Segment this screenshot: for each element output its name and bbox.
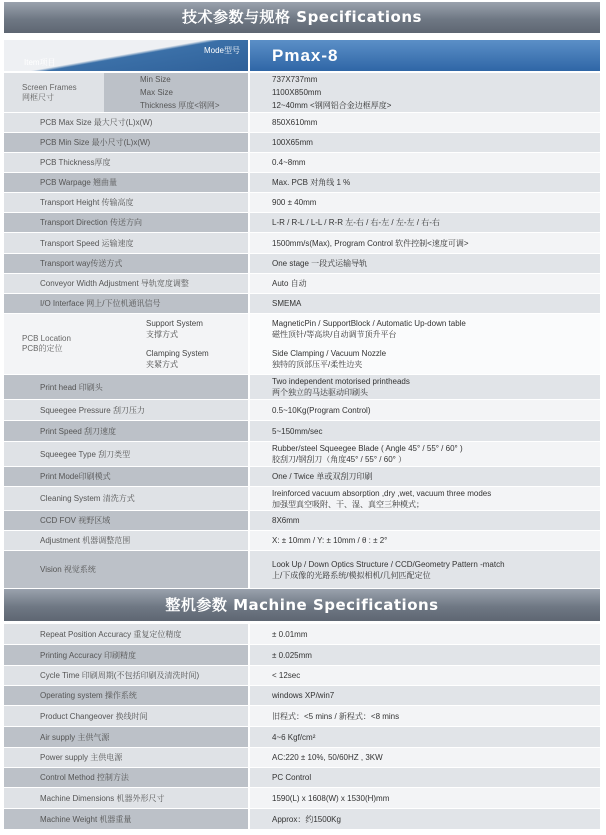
spec-value [250,686,600,705]
pcb-location-label-en: PCB Location [22,334,71,343]
spec-value [250,153,600,172]
spec-subrow [4,86,600,99]
support-system-value-en: MagneticPin / SupportBlock / Automatic Up-down table [272,319,466,328]
pcb-location-subrow-value [250,344,600,374]
model-value: Pmax-8 [250,40,600,71]
spec-value [250,233,600,253]
spec-key: Machine Dimensions 机器外形尺寸 [4,788,248,808]
spec-row [4,645,600,666]
spec-row [4,400,600,421]
spec-key: Adjustment 机器调整范围 [4,531,248,550]
spec-value-text: One stage 一段式运输导轨 [272,259,368,268]
spec-row [4,173,600,193]
spec-key: Repeat Position Accuracy 重复定位精度 [4,624,248,644]
spec-key: PCB Max Size 最大尺寸(L)x(W) [4,113,248,132]
spec-value [250,809,600,829]
spec-row [4,624,600,645]
spec-value-text: One / Twice 单或双刮刀印刷 [272,472,373,481]
spec-row [4,193,600,213]
spec-key: Transport Direction 传送方向 [4,213,248,232]
model-header-label-cell [4,40,248,71]
technical-specifications-banner: 技术参数与规格 Specifications [4,2,600,33]
spec-value-text: ± 0.01mm [272,629,308,639]
spec-value-text: 900 ± 40mm [272,198,317,207]
spec-value-text: PC Control [272,773,312,782]
support-system-value-cn: 磁性顶针/等高块/自动调节顶升平台 [272,330,397,339]
spec-row [4,551,600,589]
spec-value [250,727,600,747]
spec-value [250,467,600,486]
spec-row [4,254,600,274]
spec-row [4,706,600,727]
machine-specifications-banner: 整机参数 Machine Specifications [4,589,600,621]
spec-subrow-value: 1100X850mm [250,86,600,99]
spec-row [4,686,600,706]
spec-value-text: X: ± 10mm / Y: ± 10mm / θ : ± 2° [272,536,388,545]
support-system-label-cn: 支撑方式 [146,330,178,339]
spec-value [250,645,600,665]
spec-row [4,153,600,173]
spec-value-text: Approx：约1500Kg [272,814,341,824]
spec-key: Control Method 控制方法 [4,768,248,787]
screen-frames-label-cn: 网框尺寸 [22,92,54,102]
spec-key: Squeegee Pressure 刮刀压力 [4,400,248,420]
spec-row [4,442,600,467]
spec-value-text: 4~6 Kgf/cm² [272,732,316,742]
spec-value [250,113,600,132]
spec-value-text: 1590(L) x 1608(W) x 1530(H)mm [272,793,390,803]
pcb-location-label-cn: PCB的定位 [22,344,63,353]
spec-value [250,487,600,510]
spec-value [250,666,600,685]
spec-row [4,233,600,254]
screen-frames-group [4,73,600,113]
spec-subrow [4,99,600,112]
spec-key: PCB Thickness厚度 [4,153,248,172]
spec-key: Power supply 主供电源 [4,748,248,767]
spec-value-text: Max. PCB 对角线 1 % [272,178,351,187]
spec-value [250,213,600,232]
spec-value [250,274,600,293]
spec-value-text: ± 0.025mm [272,650,312,660]
spec-row [4,213,600,233]
spec-row [4,133,600,153]
pcb-location-subrow-key [104,344,248,374]
support-system-label-en: Support System [146,319,203,328]
spec-row [4,511,600,531]
spec-key: Printing Accuracy 印刷精度 [4,645,248,665]
spec-subrow-value: 737X737mm [250,73,600,86]
spec-key: Transport Speed 运输速度 [4,233,248,253]
spec-value-text: windows XP/win7 [272,691,335,700]
spec-key: Cycle Time 印刷周期(不包括印刷及清洗时间) [4,666,248,685]
spec-key: PCB Warpage 翘曲量 [4,173,248,192]
spec-value-text: 850X610mm [272,118,318,127]
spec-row [4,113,600,133]
spec-key: Transport way传送方式 [4,254,248,273]
spec-value [250,133,600,152]
spec-value-text: Ireinforced vacuum absorption ,dry ,wet, vacuum three modes [272,488,492,498]
spec-key: Vision 视觉系统 [4,551,248,588]
spec-key: Air supply 主供气源 [4,727,248,747]
spec-key: Transport Height 传输高度 [4,193,248,212]
spec-value-text: < 12sec [272,671,301,680]
spec-value-text: L-R / R-L / L-L / R-R 左-右 / 右-左 / 左-左 / 右-右 [272,218,440,227]
spec-key: PCB Min Size 最小尺寸(L)x(W) [4,133,248,152]
spec-value [250,294,600,313]
spec-value [250,421,600,441]
spec-value-text: 旧程式：<5 mins / 新程式：<8 mins [272,711,400,721]
model-header-row [4,40,600,71]
spec-value-text: Look Up / Down Optics Structure / CCD/Geometry Pattern -match [272,559,505,569]
spec-value-text: 0.4~8mm [272,158,306,167]
pcb-location-group [4,314,600,375]
spec-value [250,551,600,588]
pcb-location-subrow [4,314,600,344]
pcb-location-subrow [4,344,600,374]
spec-value-text: 5~150mm/sec [272,426,323,436]
spec-row [4,375,600,400]
spec-key: Conveyor Width Adjustment 导轨宽度调整 [4,274,248,293]
spec-row [4,274,600,294]
spec-subrow-key: Thickness 厚度<钢网> [104,99,248,112]
spec-key: I/O Interface 网上/下位机通讯信号 [4,294,248,313]
spec-row [4,788,600,809]
model-label: Mode型号 [203,46,240,55]
spec-key: Print Speed 刮刀速度 [4,421,248,441]
spec-value [250,193,600,212]
spec-value [250,442,600,466]
spec-row [4,467,600,487]
spec-key: Squeegee Type 刮刀类型 [4,442,248,466]
spec-value-text-secondary: 加强型真空吸附、干、湿、真空三种模式； [272,499,424,509]
clamping-system-label-en: Clamping System [146,349,209,358]
spec-value-text: Rubber/steel Squeegee Blade ( Angle 45° / 55° / 60° ) [272,444,463,453]
spec-value-text: 0.5~10Kg(Program Control) [272,405,371,415]
spec-value-text: 100X65mm [272,138,313,147]
spec-value [250,254,600,273]
spec-subrow [4,73,600,86]
spec-row [4,487,600,511]
spec-key: Print head 印刷头 [4,375,248,399]
spec-key: CCD FOV 视野区域 [4,511,248,530]
screen-frames-label-en: Screen Frames [22,82,77,92]
spec-value-text: 1500mm/s(Max), Program Control 软件控制<速度可调> [272,238,469,248]
spec-row [4,748,600,768]
item-label: Item项目 [24,58,56,67]
clamping-system-label-cn: 夹紧方式 [146,360,178,369]
spec-row [4,768,600,788]
spec-value [250,173,600,192]
spec-row [4,666,600,686]
machine-spec-table [4,624,600,830]
pcb-location-subrow-value [250,314,600,344]
spec-value-text: Auto 自动 [272,279,307,288]
spec-value [250,511,600,530]
spec-key: Machine Weight 机器重量 [4,809,248,829]
spec-value-text: 8X6mm [272,516,300,525]
spec-value [250,748,600,767]
spec-key: Operating system 操作系统 [4,686,248,705]
clamping-system-value-en: Side Clamping / Vacuum Nozzle [272,349,387,358]
spec-value [250,788,600,808]
spec-value-text-secondary: 两个独立的马达驱动印刷头 [272,388,368,397]
spec-value-text: SMEMA [272,299,302,308]
spec-row [4,727,600,748]
spec-value [250,768,600,787]
spec-value-text-secondary: 上/下成像的光路系统/模拟相机/几何匹配定位 [272,570,431,580]
spec-value [250,531,600,550]
spec-row [4,531,600,551]
spec-value [250,400,600,420]
spec-value [250,375,600,399]
spec-key: Product Changeover 换线时间 [4,706,248,726]
spec-row [4,809,600,830]
spec-row [4,294,600,314]
spec-value-text: AC:220 ± 10%, 50/60HZ , 3KW [272,753,383,762]
clamping-system-value-cn: 独特的顶部压平/柔性边夹 [272,360,363,369]
spec-key: Cleaning System 清洗方式 [4,487,248,510]
spec-value-text: Two independent motorised printheads [272,377,410,386]
spec-subrow-key: Max Size [104,86,248,99]
pcb-location-subrow-key [104,314,248,344]
spec-key: Print Mode印刷模式 [4,467,248,486]
spec-subrow-value: 12~40mm <钢网铝合金边框厚度> [250,99,600,112]
spec-value [250,706,600,726]
spec-subrow-key: Min Size [104,73,248,86]
spec-value-text-secondary: 胶刮刀/钢刮刀（角度45° / 55° / 60° ） [272,455,407,464]
spec-row [4,421,600,442]
spec-value [250,624,600,644]
technical-spec-table [4,73,600,589]
